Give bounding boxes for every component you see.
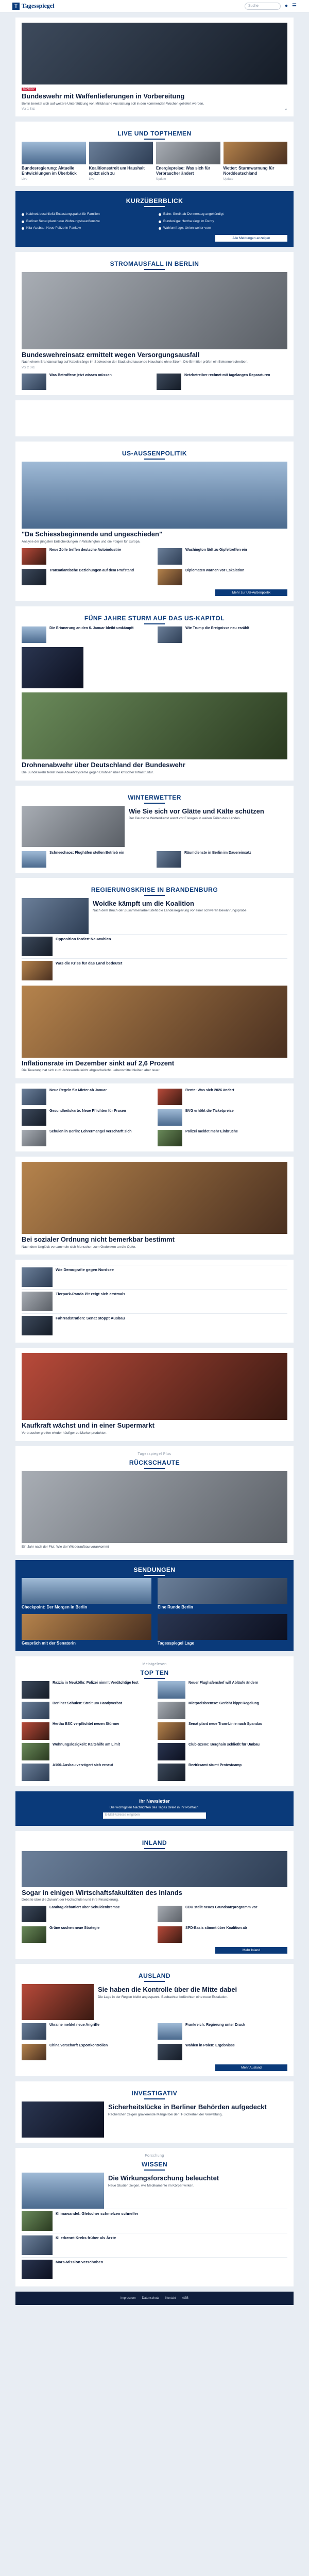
- inland-item[interactable]: SPD-Basis stimmt über Koalition ab: [158, 1926, 287, 1943]
- newsletter-title: Ihr Newsletter: [139, 1798, 170, 1804]
- brandenburg-headline[interactable]: Woidke kämpft um die Koalition: [93, 899, 194, 907]
- winter-sub-item[interactable]: Schneechaos: Flughäfen stellen Betrieb ein: [22, 851, 152, 868]
- storm-sub-item[interactable]: Netzbetreiber rechnet mit tagelangen Reparaturen: [157, 374, 287, 390]
- capitol-promo-image: [22, 647, 83, 688]
- menu-icon[interactable]: ☰: [292, 3, 297, 9]
- site-logo[interactable]: [12, 2, 55, 10]
- grid-news-item[interactable]: Rente: Was sich 2026 ändert: [158, 1089, 287, 1105]
- hero-teaser: Berlin bereitet sich auf weitere Unterstützung vor. Militärische Ausrüstung soll in den kommenden Wochen geliefert werden.: [22, 101, 204, 106]
- inland-item[interactable]: CDU stellt neues Grundsatzprogramm vor: [158, 1906, 287, 1922]
- topten-item[interactable]: Razzia in Neukölln: Polizei nimmt Verdächtige fest: [22, 1681, 151, 1699]
- winter-image: [22, 806, 125, 847]
- investigativ-headline[interactable]: Sicherheitslücke in Berliner Behörden aufgedeckt: [108, 2103, 267, 2111]
- topten-item[interactable]: A100-Ausbau verzögert sich erneut: [22, 1764, 151, 1781]
- capitol-feature-image: [22, 692, 287, 759]
- live-title: LIVE UND TOPTHEMEN: [22, 127, 287, 142]
- winter-title: WINTERWETTER: [22, 791, 287, 806]
- market2-article[interactable]: [15, 1348, 294, 1440]
- wissen-title: WISSEN: [22, 2158, 287, 2173]
- review-image: [22, 1471, 287, 1543]
- topten-label: Meistgelesen: [142, 1662, 167, 1666]
- storm-headline[interactable]: Bundeswehreinsatz ermittelt wegen Versorgungsausfall: [22, 350, 200, 359]
- candles-image: [22, 1162, 287, 1234]
- series-section: [15, 1560, 294, 1651]
- candles-article[interactable]: [15, 1157, 294, 1255]
- series-item[interactable]: Checkpoint: Der Morgen in Berlin: [22, 1578, 151, 1610]
- foreign-section: [15, 442, 294, 601]
- candles-teaser: Nach dem Unglück versammeln sich Menschen zum Gedenken an die Opfer.: [22, 1245, 136, 1249]
- ausland-section: [15, 1964, 294, 2076]
- grid-news-item[interactable]: Neue Regeln für Mieter ab Januar: [22, 1089, 151, 1105]
- footer-link[interactable]: Kontakt: [165, 2296, 176, 2300]
- capitol-feature-teaser: Die Bundeswehr testet neue Abwehrsysteme gegen Drohnen über kritischer Infrastruktur.: [22, 770, 154, 774]
- top-bar: [0, 0, 309, 12]
- market-teaser: Die Teuerung hat sich zum Jahresende leicht abgeschwächt. Lebensmittel bleiben aber teuer.: [22, 1069, 161, 1073]
- foreign-image: [22, 462, 287, 529]
- footer: [15, 2292, 294, 2305]
- inland-teaser: Debatte über die Zukunft der Hochschulen und ihre Finanzierung.: [22, 1898, 119, 1902]
- hero-image: [22, 23, 287, 84]
- live-item[interactable]: Energiepreise: Was sich für Verbraucher ändert Update: [156, 142, 220, 181]
- series-title: SENDUNGEN: [22, 1563, 287, 1578]
- ausland-item[interactable]: China verschärft Exportkontrollen: [22, 2044, 151, 2060]
- hero-article[interactable]: [15, 18, 294, 116]
- series-item[interactable]: Tagesspiegel Lage: [158, 1614, 287, 1646]
- winter-sub-item[interactable]: Räumdienste in Berlin im Dauereinsatz: [157, 851, 287, 868]
- brief-title: KURZÜBERBLICK: [22, 194, 287, 209]
- footer-link[interactable]: AGB: [182, 2296, 189, 2300]
- foreign-sub-item[interactable]: Transatlantische Beziehungen auf dem Prüfstand: [22, 569, 151, 585]
- topten-title: TOP TEN: [22, 1666, 287, 1681]
- winter-teaser: Der Deutsche Wetterdienst warnt vor Eisregen in weiten Teilen des Landes.: [129, 817, 241, 821]
- storm-meta: Vor 2 Std.: [22, 366, 36, 370]
- storm-sub-item[interactable]: Was Betroffene jetzt wissen müssen: [22, 374, 152, 390]
- capitol-feature-headline[interactable]: Drohnenabwehr über Deutschland der Bundeswehr: [22, 761, 185, 769]
- inland-headline[interactable]: Sogar in einigen Wirtschaftsfakultäten des Inlands: [22, 1888, 182, 1896]
- compact-item[interactable]: Tierpark-Panda Pit zeigt sich erstmals: [22, 1289, 287, 1313]
- hero-meta: Vor 1 Std. ★: [22, 108, 287, 112]
- investigativ-section: [15, 2081, 294, 2143]
- topten-item[interactable]: Neuer Flughafenchef will Abläufe ändern: [158, 1681, 287, 1699]
- foreign-sub-item[interactable]: Neue Zölle treffen deutsche Autoindustrie: [22, 548, 151, 565]
- topten-item[interactable]: Berliner Schulen: Streit um Handyverbot: [22, 1702, 151, 1719]
- review-label: Tagesspiegel Plus: [138, 1452, 171, 1456]
- live-section: [15, 122, 294, 186]
- bookmark-icon: ★: [284, 108, 287, 112]
- logo-mark: T: [12, 3, 20, 10]
- ausland-headline[interactable]: Sie haben die Kontrolle über die Mitte dabei: [98, 1985, 237, 1993]
- brandenburg-title: REGIERUNGSKRISE IN BRANDENBURG: [22, 883, 287, 898]
- topten-item[interactable]: Wohnungslosigkeit: Kältehilfe am Limit: [22, 1743, 151, 1760]
- grid-news-item[interactable]: Schulen in Berlin: Lehrermangel verschärft sich: [22, 1130, 151, 1146]
- search-input[interactable]: Suche: [245, 3, 281, 10]
- wissen-label: Forschung: [145, 2154, 164, 2158]
- market-image: [22, 986, 287, 1058]
- ad-slot: [15, 400, 294, 436]
- brandenburg-image: [22, 898, 89, 934]
- review-caption: Ein Jahr nach der Flut: Wie der Wiederaufbau vorankommt: [22, 1545, 109, 1549]
- investigativ-teaser: Recherchen zeigen gravierende Mängel bei der IT-Sicherheit der Verwaltung.: [108, 2112, 223, 2116]
- inland-title: INLAND: [22, 1836, 287, 1851]
- logo-text: Tagesspiegel: [22, 2, 55, 9]
- wissen-headline[interactable]: Die Wirkungsforschung beleuchtet: [108, 2174, 219, 2182]
- market2-headline[interactable]: Kaufkraft wächst und in einer Supermarkt: [22, 1421, 154, 1430]
- capitol-promo[interactable]: [22, 647, 287, 688]
- topten-item[interactable]: Club-Szene: Berghain schließt für Umbau: [158, 1743, 287, 1760]
- brief-item[interactable]: Kabinett beschließt Entlastungspaket für Familien: [22, 212, 150, 216]
- market2-image: [22, 1353, 287, 1420]
- brief-item[interactable]: Bahn: Streik ab Donnerstag angekündigt: [159, 212, 287, 216]
- investigativ-title: INVESTIGATIV: [22, 2087, 287, 2102]
- newsletter-box: [15, 1791, 294, 1826]
- compact-item[interactable]: Wie Demografie gegen Nordsee: [22, 1265, 287, 1289]
- grid-news: [15, 1083, 294, 1151]
- foreign-sub-item[interactable]: Diplomaten warnen vor Eskalation: [158, 569, 287, 585]
- review-section: [15, 1446, 294, 1555]
- brandenburg-item[interactable]: Was die Krise für das Land bedeutet: [22, 958, 287, 982]
- newsletter-text: Die wichtigsten Nachrichten des Tages direkt in Ihr Postfach.: [109, 1805, 200, 1809]
- capitol-item[interactable]: Die Erinnerung an den 6. Januar bleibt umkämpft: [22, 626, 151, 643]
- capitol-item[interactable]: Wie Trump die Ereignisse neu erzählt: [158, 626, 287, 643]
- ausland-image: [22, 1984, 94, 2020]
- capitol-title: FÜNF JAHRE STURM AUF DAS US-KAPITOL: [22, 612, 287, 626]
- ausland-teaser: Die Lage in der Region bleibt angespannt. Beobachter befürchten eine neue Eskalation.: [98, 1995, 228, 1999]
- brandenburg-teaser: Nach dem Bruch der Zusammenarbeit steht die Landesregierung vor einer schweren Bewährungsprobe.: [93, 909, 248, 913]
- storm-teaser: Nach einem Brandanschlag auf Kabelstränge im Südwesten der Stadt sind tausende Haushalte ohne Strom. Die Ermittler prüfen ein Bekennerschreiben.: [22, 360, 249, 364]
- investigativ-image: [22, 2102, 104, 2138]
- market2-teaser: Verbraucher greifen wieder häufiger zu Markenprodukten.: [22, 1431, 108, 1435]
- storm-title: STROMAUSFALL IN BERLIN: [22, 257, 287, 272]
- ausland-more-button[interactable]: Mehr Ausland: [215, 2064, 287, 2071]
- brandenburg-item[interactable]: Opposition fordert Neuwahlen: [22, 934, 287, 958]
- ausland-item[interactable]: Ukraine meldet neue Angriffe: [22, 2023, 151, 2040]
- wissen-item[interactable]: Mars-Mission verschoben: [22, 2257, 287, 2281]
- wissen-image: [22, 2173, 104, 2209]
- review-title: RÜCKSCHAUTE: [22, 1456, 287, 1471]
- wissen-item[interactable]: KI erkennt Krebs früher als Ärzte: [22, 2233, 287, 2257]
- ausland-title: AUSLAND: [22, 1969, 287, 1984]
- topten-item[interactable]: Mietpreisbremse: Gericht kippt Regelung: [158, 1702, 287, 1719]
- storm-section: [15, 252, 294, 395]
- hero-headline[interactable]: Bundeswehr mit Waffenlieferungen in Vorbereitung: [22, 92, 185, 100]
- grid-news-item[interactable]: BVG erhöht die Ticketpreise: [158, 1109, 287, 1126]
- live-item[interactable]: Koalitionsstreit um Haushalt spitzt sich zu Live: [89, 142, 153, 181]
- grid-news-item[interactable]: Polizei meldet mehr Einbrüche: [158, 1130, 287, 1146]
- winter-headline[interactable]: Wie Sie sich vor Glätte und Kälte schützen: [129, 807, 264, 815]
- topten-item[interactable]: Hertha BSC verpflichtet neuen Stürmer: [22, 1722, 151, 1740]
- foreign-teaser: Analyse der jüngsten Entscheidungen in Washington und die Folgen für Europa.: [22, 539, 141, 544]
- topten-item[interactable]: Senat plant neue Tram-Linie nach Spandau: [158, 1722, 287, 1740]
- live-item[interactable]: Bundesregierung: Aktuelle Entwicklungen im Überblick Live: [22, 142, 86, 181]
- ausland-item[interactable]: Wahlen in Polen: Ergebnisse: [158, 2044, 287, 2060]
- series-item[interactable]: Gespräch mit der Senatorin: [22, 1614, 151, 1646]
- brief-item[interactable]: Berliner Senat plant neue Wohnungsbauoffensive: [22, 219, 150, 224]
- inland-item[interactable]: Landtag debattiert über Schuldenbremse: [22, 1906, 151, 1922]
- footer-link[interactable]: Impressum: [120, 2296, 136, 2300]
- foreign-more-button[interactable]: Mehr zur US-Außenpolitik: [215, 589, 287, 596]
- series-item[interactable]: Eine Runde Berlin: [158, 1578, 287, 1610]
- compact-list: [15, 1260, 294, 1343]
- newsletter-email-input[interactable]: E-Mail-Adresse eingeben: [103, 1812, 206, 1819]
- storm-image: [22, 272, 287, 349]
- foreign-headline[interactable]: "Da Schiessbeginnende und ungeschieden": [22, 530, 163, 538]
- capitol-section: [15, 606, 294, 780]
- ausland-item[interactable]: Frankreich: Regierung unter Druck: [158, 2023, 287, 2040]
- topten-section: [15, 1656, 294, 1786]
- hero-kicker: Exklusiv: [22, 87, 287, 91]
- user-icon[interactable]: ●: [284, 3, 288, 9]
- brief-item[interactable]: Bundesliga: Hertha siegt im Derby: [159, 219, 287, 224]
- live-item[interactable]: Wetter: Sturmwarnung für Norddeutschland Update: [224, 142, 288, 181]
- foreign-title: US-AUSSENPOLITIK: [22, 447, 287, 462]
- candles-headline[interactable]: Bei sozialer Ordnung nicht bemerkbar bestimmt: [22, 1235, 175, 1244]
- brief-item[interactable]: Kita-Ausbau: Neue Plätze in Pankow: [22, 226, 150, 230]
- foreign-sub-item[interactable]: Washington lädt zu Gipfeltreffen ein: [158, 548, 287, 565]
- wissen-section: [15, 2148, 294, 2286]
- wissen-item[interactable]: Klimawandel: Gletscher schmelzen schneller: [22, 2209, 287, 2233]
- brief-item[interactable]: Wahlumfrage: Union weiter vorn: [159, 226, 287, 230]
- grid-news-item[interactable]: Gesundheitskarte: Neue Pflichten für Praxen: [22, 1109, 151, 1126]
- brandenburg-section: [15, 878, 294, 1078]
- inland-image: [22, 1851, 287, 1887]
- wissen-teaser: Neue Studien zeigen, wie Medikamente im Körper wirken.: [108, 2183, 194, 2188]
- market-headline[interactable]: Inflationsrate im Dezember sinkt auf 2,6 Prozent: [22, 1059, 175, 1067]
- inland-item[interactable]: Grüne suchen neue Strategie: [22, 1926, 151, 1943]
- brief-section: [15, 191, 294, 246]
- topten-item[interactable]: Bezirksamt räumt Protestcamp: [158, 1764, 287, 1781]
- inland-more-button[interactable]: Mehr Inland: [215, 1947, 287, 1954]
- inland-section: [15, 1831, 294, 1959]
- compact-item[interactable]: Fahrradstraßen: Senat stoppt Ausbau: [22, 1313, 287, 1337]
- footer-link[interactable]: Datenschutz: [142, 2296, 159, 2300]
- brief-more-button[interactable]: Alle Meldungen anzeigen: [215, 235, 287, 242]
- winter-section: [15, 786, 294, 873]
